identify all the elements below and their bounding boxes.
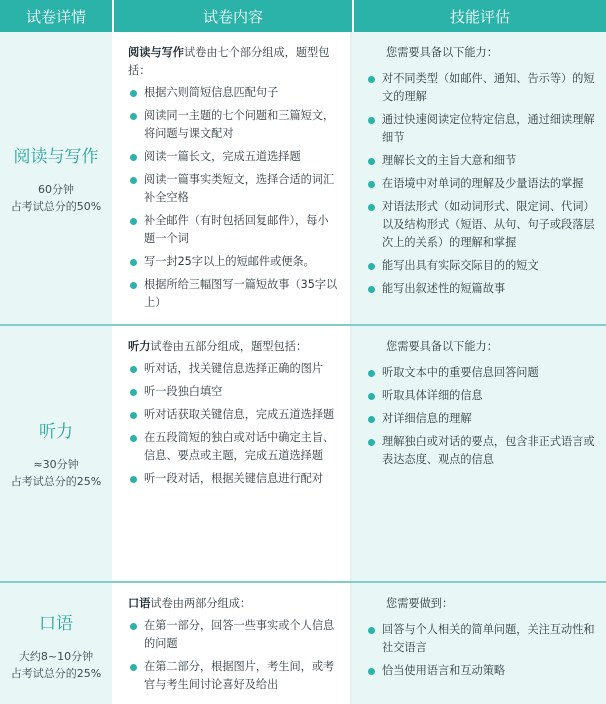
list-item: 对语法形式（如动词形式、限定词、代词）以及结构形式（短语、从句、句子或段落层次上的关系）的理解和掌握 — [366, 198, 596, 252]
list-item: 对详细信息的理解 — [366, 410, 596, 428]
section-weight: 占考试总分的25% — [10, 475, 102, 488]
section-title: 口语 — [39, 614, 73, 634]
content-list — [128, 360, 338, 488]
list-item: 阅读同一主题的七个问题和三篇短文，将问题与课文配对 — [128, 107, 338, 143]
content-intro-bold: 口语 — [128, 597, 151, 610]
content-intro — [128, 338, 338, 356]
section-duration: ≈30分钟 — [33, 458, 79, 471]
section-skills — [352, 583, 606, 704]
section-content — [114, 326, 352, 581]
content-intro-text: 试卷由七个部分组成，题型包括： — [128, 46, 330, 77]
content-intro-text: 试卷由两部分组成： — [150, 597, 252, 610]
list-item: 补全邮件（有时包括回复邮件），每小题一个词 — [128, 212, 338, 248]
content-intro — [128, 44, 338, 80]
skills-intro: 您需要具备以下能力： — [386, 46, 498, 59]
content-list — [128, 84, 338, 312]
list-item: 听取文本中的重要信息回答问题 — [366, 364, 596, 382]
content-intro-text: 试卷由五部分组成，题型包括： — [150, 340, 308, 353]
list-item: 听对话获取关键信息，完成五道选择题 — [128, 406, 338, 424]
skills-intro: 您需要做到： — [386, 597, 454, 610]
section-reading-writing — [0, 32, 606, 326]
header-skills: 技能评估 — [449, 7, 510, 26]
section-title: 听力 — [39, 422, 73, 442]
list-item: 根据所给三幅图写一篇短故事（35字以上） — [128, 276, 338, 312]
content-intro — [128, 595, 338, 613]
list-item: 理解独白或对话的要点，包含非正式语言或表达态度、观点的信息 — [366, 433, 596, 469]
list-item: 写一封25字以上的短邮件或便条。 — [128, 253, 338, 271]
section-title: 阅读与写作 — [13, 146, 99, 167]
section-content — [114, 583, 352, 704]
skills-list — [366, 364, 596, 469]
list-item: 在五段简短的独白或对话中确定主旨、信息、要点或主题，完成五道选择题 — [128, 429, 338, 465]
section-weight: 占考试总分的50% — [10, 199, 102, 213]
skills-list — [366, 621, 596, 680]
header-content: 试卷内容 — [114, 0, 354, 32]
table-header — [0, 0, 606, 32]
header-details: 试卷详情 — [0, 0, 114, 32]
section-listening — [0, 326, 606, 583]
section-speaking — [0, 583, 606, 704]
list-item: 根据六则简短信息匹配句子 — [128, 84, 338, 102]
section-skills — [352, 32, 606, 324]
list-item: 听一段独白填空 — [128, 383, 338, 401]
list-item: 在第一部分，回答一些事实或个人信息的问题 — [128, 617, 338, 653]
section-content — [114, 32, 352, 324]
list-item: 听取具体详细的信息 — [366, 387, 596, 405]
content-list — [128, 617, 338, 694]
list-item: 对不同类型（如邮件、通知、告示等）的短文的理解 — [366, 70, 596, 106]
section-skills — [352, 326, 606, 581]
list-item: 通过快速阅读定位特定信息，通过细读理解细节 — [366, 111, 596, 147]
section-duration: 60分钟 — [38, 182, 74, 196]
content-intro-bold: 阅读与写作 — [128, 46, 184, 59]
list-item: 阅读一篇事实类短文，选择合适的词汇补全空格 — [128, 171, 338, 207]
list-item: 听一段对话，根据关键信息进行配对 — [128, 470, 338, 488]
list-item: 理解长文的主旨大意和细节 — [366, 152, 596, 170]
list-item: 能写出具有实际交际目的的短文 — [366, 257, 596, 275]
content-intro-bold: 听力 — [128, 340, 151, 353]
skills-intro: 您需要具备以下能力： — [386, 340, 498, 353]
skills-list — [366, 70, 596, 298]
section-details — [0, 32, 114, 324]
list-item: 听对话，找关键信息选择正确的图片 — [128, 360, 338, 378]
list-item: 能写出叙述性的短篇故事 — [366, 280, 596, 298]
list-item: 恰当使用语言和互动策略 — [366, 662, 596, 680]
list-item: 阅读一篇长文，完成五道选择题 — [128, 148, 338, 166]
list-item: 在第二部分，根据图片，考生间，或考官与考生间讨论喜好及给出 — [128, 658, 338, 694]
list-item: 在语境中对单词的理解及少量语法的掌握 — [366, 175, 596, 193]
section-duration: 大约8~10分钟 — [18, 650, 94, 663]
list-item: 回答与个人相关的简单问题，关注互动性和社交语言 — [366, 621, 596, 657]
section-details — [0, 583, 114, 704]
section-weight: 占考试总分的25% — [10, 667, 102, 680]
section-details — [0, 326, 114, 581]
